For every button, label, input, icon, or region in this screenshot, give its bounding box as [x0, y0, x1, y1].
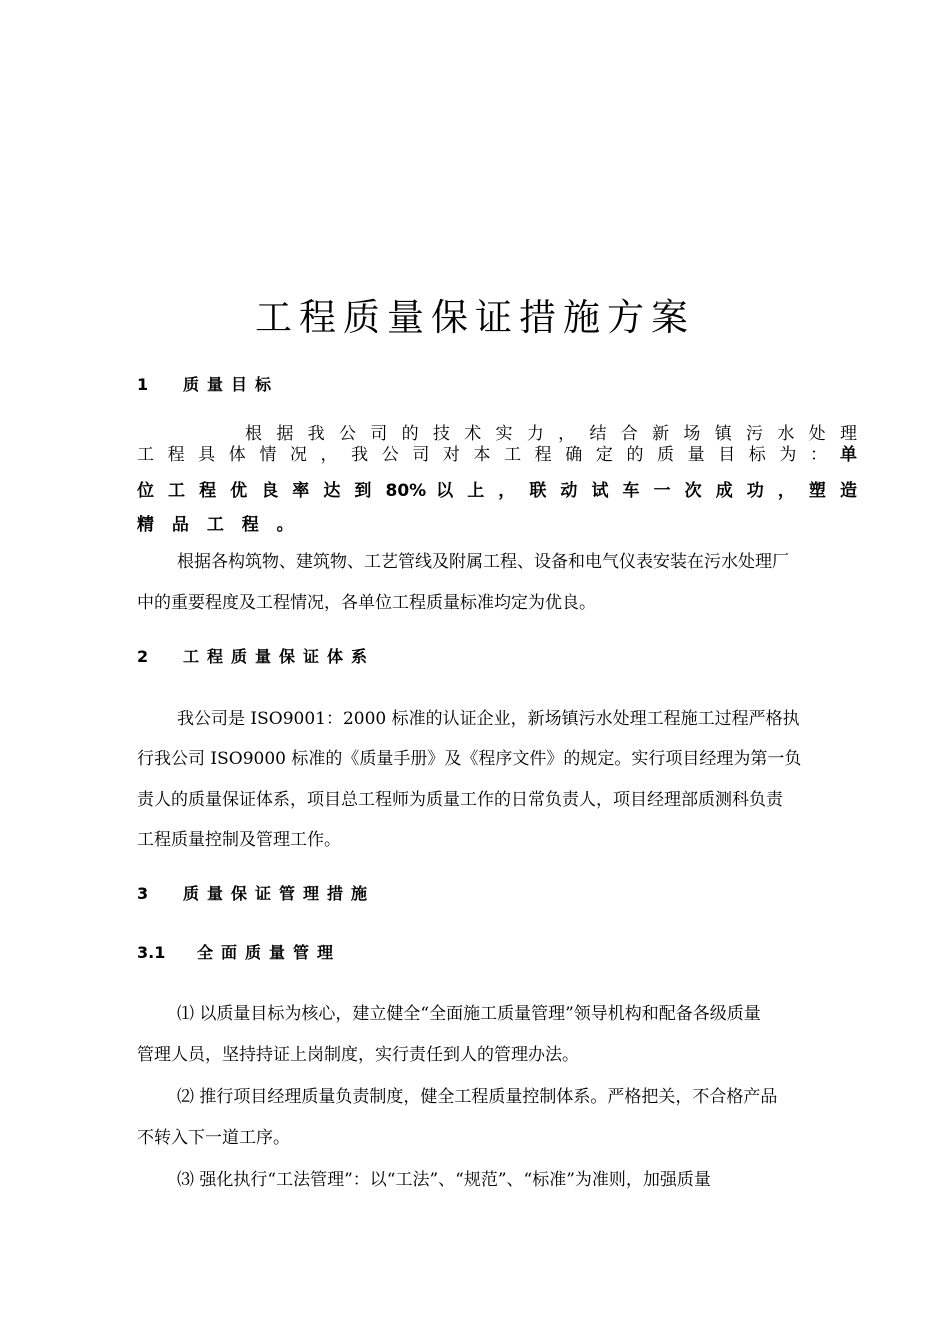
section-title: 全面质量管理 — [197, 943, 342, 962]
list-item-line: ⑶ 强化执行“工法管理”：以“工法”、“规范”、“标准”为准则，加强质量 — [177, 1170, 711, 1190]
list-item-line: 管理人员，坚持持证上岗制度，实行责任到人的管理办法。 — [137, 1045, 579, 1065]
document-title: 工程质量保证措施方案 — [255, 296, 695, 339]
list-item-line: ⑵ 推行项目经理质量负责制度，健全工程质量控制体系。严格把关，不合格产品 — [177, 1087, 778, 1107]
section-number: 3.1 — [137, 943, 166, 962]
section-2-heading — [137, 646, 375, 668]
section-title: 质量保证管理措施 — [183, 884, 376, 903]
paragraph-line: 我公司是 ISO9001：2000 标准的认证企业，新场镇污水处理工程施工过程严格执 — [177, 709, 800, 729]
paragraph-line: 工程质量控制及管理工作。 — [137, 830, 341, 850]
section-title: 工程质量保证体系 — [183, 647, 376, 666]
paragraph-line: 行我公司 ISO9000 标准的《质量手册》及《程序文件》的规定。实行项目经理为第一负 — [137, 749, 802, 769]
paragraph-line-text: 工 程 具 体 情 况 ， 我 公 司 对 本 工 程 确 定 的 质 量 目 标 为 ： — [137, 445, 827, 465]
section-1-heading — [137, 374, 279, 396]
section-number: 2 — [137, 647, 149, 666]
list-item-line: 不转入下一道工序。 — [137, 1128, 290, 1148]
section-number: 3 — [137, 884, 149, 903]
paragraph-line — [137, 441, 857, 469]
section-title: 质量目标 — [183, 375, 280, 394]
quality-goal-text: 精 品 工 程 。 — [137, 515, 300, 535]
paragraph-line: 根据各构筑物、建筑物、工艺管线及附属工程、设备和电气仪表安装在污水处理厂 — [177, 552, 789, 572]
list-item-line: ⑴ 以质量目标为核心，建立健全“全面施工质量管理”领导机构和配备各级质量 — [177, 1004, 761, 1024]
paragraph-line: 根 据 我 公 司 的 技 术 实 力 ， 结 合 新 场 镇 污 水 处 理 — [245, 424, 857, 444]
section-3-heading — [137, 883, 375, 905]
paragraph-line: 责人的质量保证体系，项目总工程师为质量工作的日常负责人，项目经理部质测科负责 — [137, 790, 783, 810]
section-3-1-heading — [137, 942, 341, 964]
quality-goal-text: 位 工 程 优 良 率 达 到 80% 以 上 ， 联 动 试 车 一 次 成 功 ， 塑 造 — [137, 481, 857, 501]
section-number: 1 — [137, 375, 149, 394]
quality-goal-text: 单 — [840, 445, 857, 465]
paragraph-line: 中的重要程度及工程情况，各单位工程质量标准均定为优良。 — [137, 593, 596, 613]
